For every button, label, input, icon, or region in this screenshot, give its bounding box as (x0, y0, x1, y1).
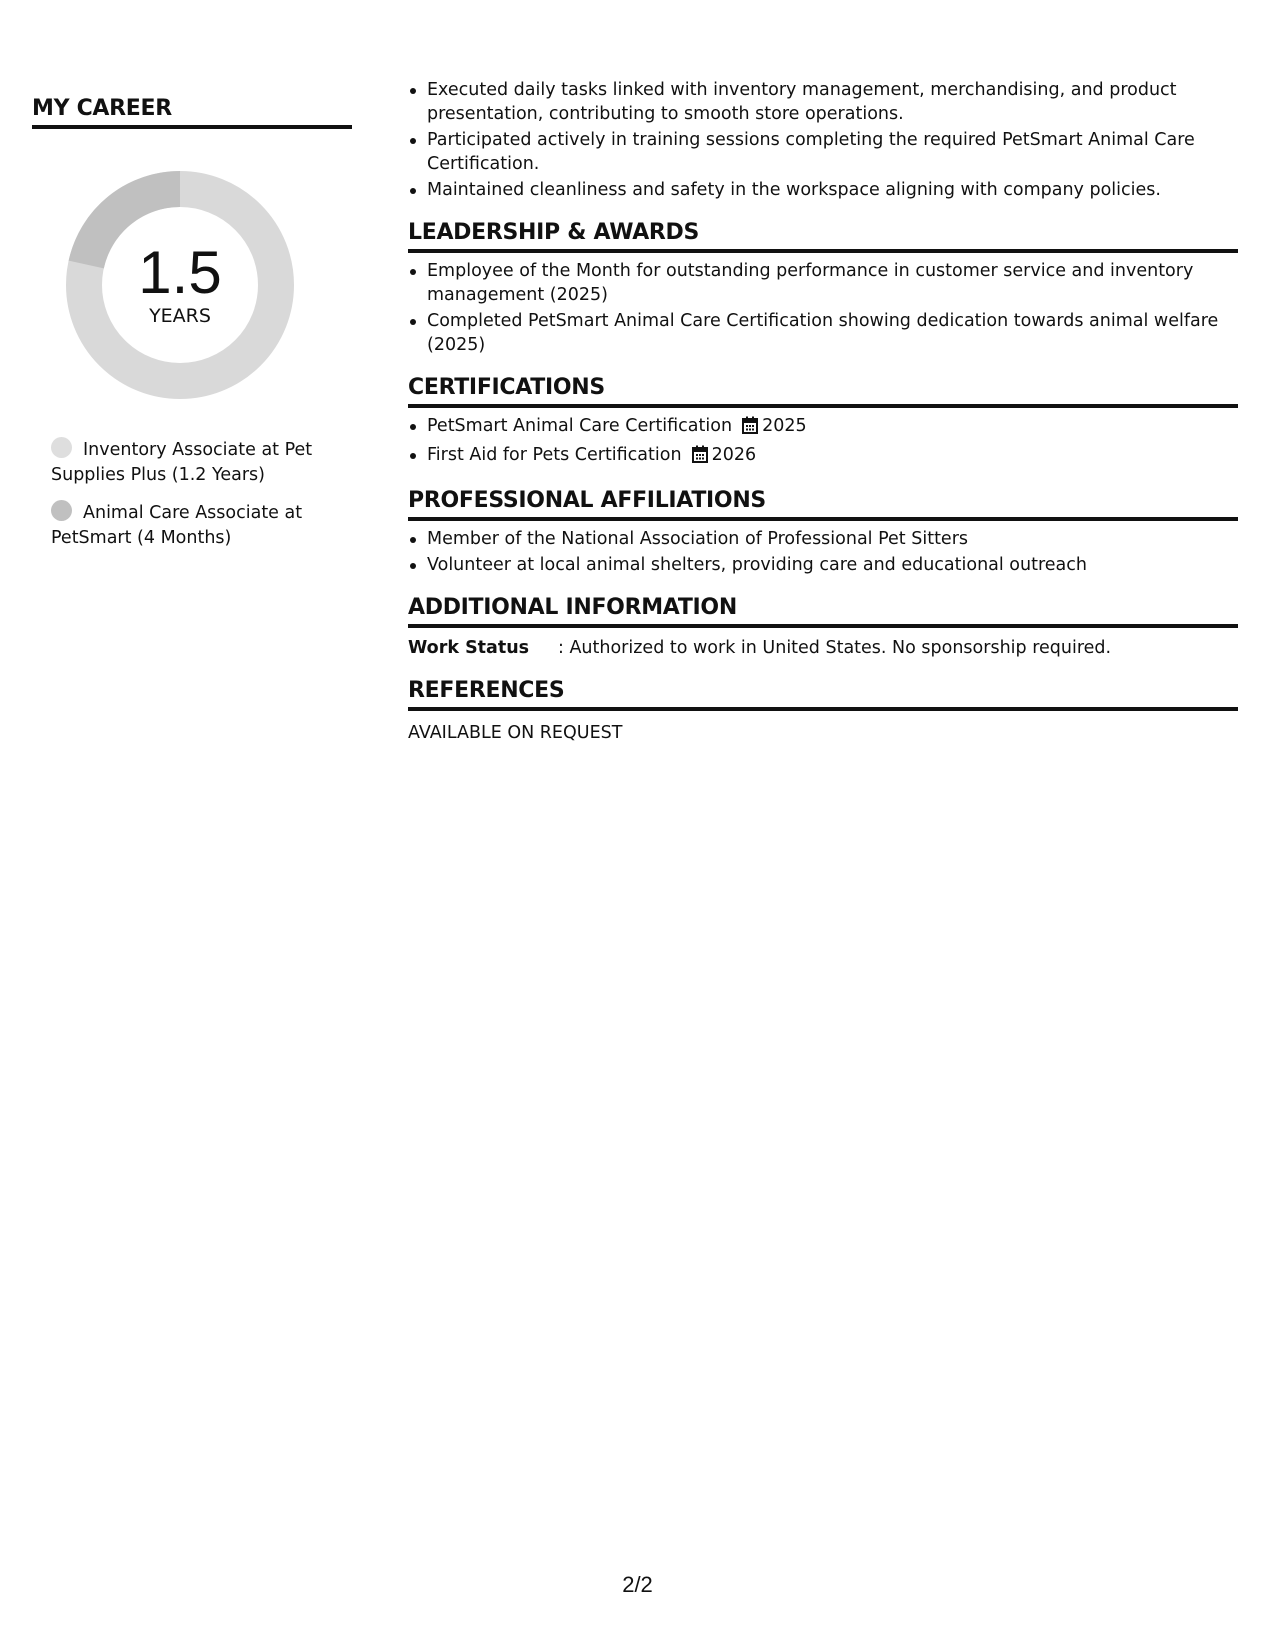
career-legend-item (51, 500, 321, 551)
certification-year: 2025 (762, 416, 807, 436)
page-number: 2/2 (622, 1572, 653, 1597)
career-legend (32, 437, 352, 551)
certification-item (427, 414, 1238, 441)
career-total-unit: YEARS (149, 305, 211, 327)
certifications-list (408, 414, 1238, 470)
career-sidebar (32, 96, 352, 563)
work-status-label: Work Status (408, 638, 530, 658)
experience-bullet: Executed daily tasks linked with inventory management, merchandising, and product presentation, contributing to smooth store operations. (427, 78, 1238, 126)
certification-year: 2026 (711, 445, 757, 465)
certification-name: First Aid for Pets Certification (427, 445, 682, 465)
donut-center-label (66, 239, 294, 329)
calendar-icon (742, 416, 758, 441)
work-status-row (408, 636, 1238, 660)
certification-item (427, 443, 1238, 470)
references-text: AVAILABLE ON REQUEST (408, 723, 623, 743)
experience-bullet: Maintained cleanliness and safety in the workspace aligning with company policies. (427, 178, 1238, 202)
affiliation-item: Member of the National Association of Professional Pet Sitters (427, 527, 1238, 551)
leadership-heading: LEADERSHIP & AWARDS (408, 220, 1238, 253)
work-status-value: : Authorized to work in United States. No sponsorship required. (558, 638, 1112, 658)
career-legend-item (51, 437, 321, 488)
references-heading: REFERENCES (408, 678, 1238, 711)
affiliation-item: Volunteer at local animal shelters, providing care and educational outreach (427, 553, 1238, 577)
certifications-heading: CERTIFICATIONS (408, 375, 1238, 408)
leadership-item: Employee of the Month for outstanding performance in customer service and inventory management (2025) (427, 259, 1238, 307)
career-legend-label: Animal Care Associate at PetSmart (4 Months) (51, 503, 303, 548)
affiliations-heading: PROFESSIONAL AFFILIATIONS (408, 488, 1238, 521)
additional-info-heading: ADDITIONAL INFORMATION (408, 595, 1238, 628)
career-legend-label: Inventory Associate at Pet Supplies Plus (1.2 Years) (51, 440, 313, 485)
career-heading: MY CAREER (32, 96, 352, 129)
experience-bullet: Participated actively in training sessions completing the required PetSmart Animal Care Certification. (427, 128, 1238, 176)
calendar-icon (692, 445, 708, 470)
certification-name: PetSmart Animal Care Certification (427, 416, 733, 436)
leadership-item: Completed PetSmart Animal Care Certification showing dedication towards animal welfare (2025) (427, 309, 1238, 357)
experience-bullet-list (408, 78, 1238, 202)
career-donut-chart (66, 171, 294, 399)
leadership-list (408, 259, 1238, 357)
legend-dot-icon (51, 437, 72, 458)
affiliations-list (408, 527, 1238, 577)
main-content (408, 78, 1238, 745)
career-total-number: 1.5 (138, 239, 222, 306)
legend-dot-icon (51, 500, 72, 521)
